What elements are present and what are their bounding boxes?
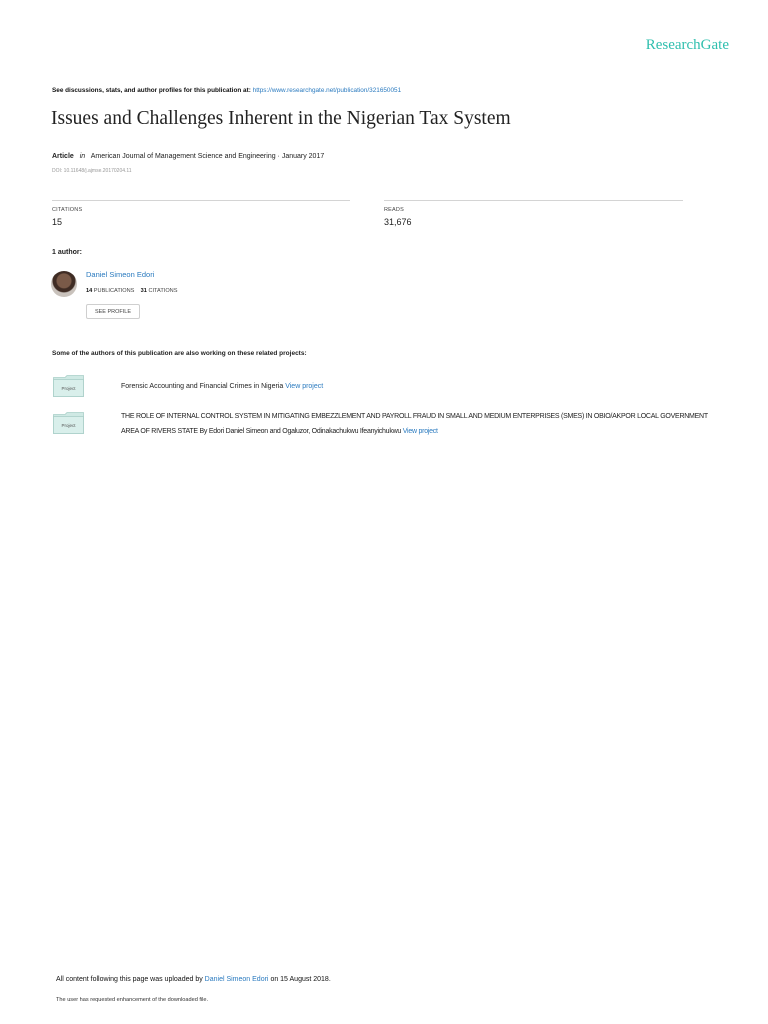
related-project-title: THE ROLE OF INTERNAL CONTROL SYSTEM IN MITIGATING EMBEZZLEMENT AND PAYROLL FRAUD IN SMALL AND MEDIUM ENTERPRISES (SMES) IN OBIO/AKPOR LOCAL GOVERNMENT AREA OF RIVERS STATE By Edori Daniel Simeon and Ogaluzor, Odinakachukwu Ifeanyichukwu — [121, 413, 708, 435]
related-project-item — [121, 379, 721, 394]
reads-divider — [384, 200, 683, 201]
author-name-link[interactable]: Daniel Simeon Edori — [86, 270, 155, 279]
citations-divider — [52, 200, 350, 201]
author-avatar[interactable] — [51, 271, 77, 297]
citations-label: CITATIONS — [52, 207, 83, 213]
project-folder-graphic — [53, 375, 84, 397]
project-folder-label: Project — [61, 386, 76, 391]
related-project-item — [121, 409, 721, 439]
project-folder-icon[interactable] — [53, 375, 84, 397]
meta-in-word: in — [79, 153, 86, 160]
publication-title: Issues and Challenges Inherent in the Nigerian Tax System — [51, 108, 511, 129]
citations-value: 15 — [52, 217, 63, 227]
upload-notice-prefix: All content following this page was uploaded by — [56, 976, 203, 983]
author-citations-label: CITATIONS — [148, 288, 178, 294]
publication-meta — [52, 153, 324, 160]
see-profile-button[interactable]: SEE PROFILE — [86, 304, 140, 319]
author-publications-count: 14 — [86, 288, 93, 294]
publication-url-link[interactable]: https://www.researchgate.net/publication/321650051 — [252, 87, 402, 94]
reads-value: 31,676 — [384, 217, 412, 227]
related-project-title: Forensic Accounting and Financial Crimes in Nigeria — [121, 383, 284, 390]
author-stats — [86, 288, 177, 294]
uploader-link[interactable]: Daniel Simeon Edori — [204, 976, 269, 983]
researchgate-logo[interactable]: ResearchGate — [645, 37, 729, 53]
authors-heading: 1 author: — [52, 249, 82, 256]
related-projects-heading: Some of the authors of this publication are also working on these related projects: — [52, 350, 307, 357]
publication-doi: DOI: 10.11648/j.ajmse.20170204.11 — [52, 168, 132, 174]
project-folder-icon[interactable] — [53, 412, 84, 434]
view-project-link[interactable]: View project — [285, 383, 324, 390]
upload-notice-suffix: on 15 August 2018. — [270, 976, 331, 983]
discussion-label: See discussions, stats, and author profiles for this publication at: — [52, 87, 251, 94]
project-folder-label: Project — [61, 423, 76, 428]
reads-label: READS — [384, 207, 404, 213]
enhancement-notice: The user has requested enhancement of the downloaded file. — [56, 997, 209, 1003]
journal-name: American Journal of Management Science and Engineering · January 2017 — [90, 153, 325, 160]
discussion-line — [52, 87, 401, 94]
upload-notice — [56, 976, 331, 983]
author-publications-label: PUBLICATIONS — [93, 288, 135, 294]
author-citations-count: 31 — [140, 288, 147, 294]
publication-type: Article — [52, 153, 74, 160]
project-folder-graphic — [53, 412, 84, 434]
view-project-link[interactable]: View project — [402, 428, 438, 435]
